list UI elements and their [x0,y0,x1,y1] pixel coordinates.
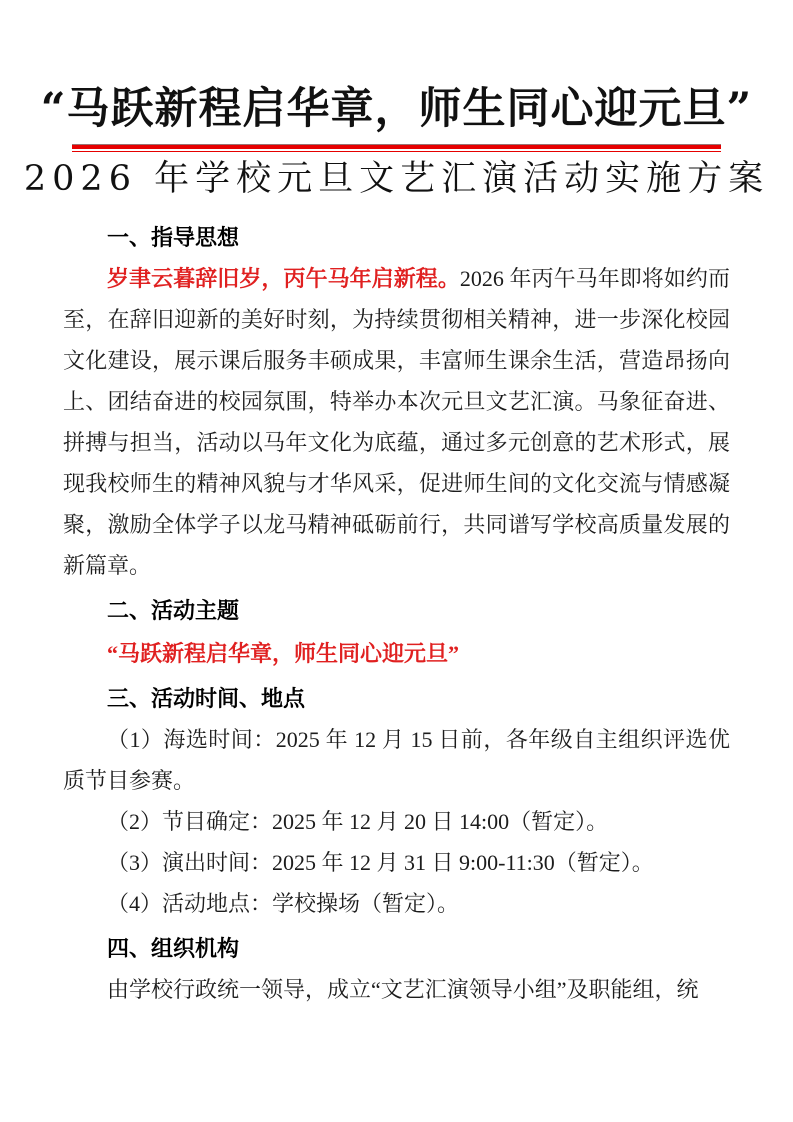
section-1-body-text: 2026 年丙午马年即将如约而至，在辞旧迎新的美好时刻，为持续贯彻相关精神，进一步深化校园文化建设，展示课后服务丰硕成果，丰富师生课余生活，营造昂扬向上、团结奋进的校园氛围，特举办本次元旦文艺汇演。马象征奋进、拼搏与担当，活动以马年文化为底蕴，通过多元创意的艺术形式，展现我校师生的精神风貌与才华风采，促进师生间的文化交流与情感凝聚，激励全体学子以龙马精神砥砺前行，共同谱写学校高质量发展的新篇章。 [63,265,730,578]
main-title: 2026 年学校元旦文艺汇演活动实施方案 [23,159,770,200]
section-4-heading: 四、组织机构 [107,935,240,961]
red-rule-thick [72,145,721,149]
red-rule-thin [72,151,721,152]
lead-sentence-red: 岁聿云暮辞旧岁，丙午马年启新程。 [107,265,460,291]
schedule-item-1: （1）海选时间：2025 年 12 月 15 日前，各年级自主组织评选优质节目参赛。 [63,726,730,793]
section-4-paragraph: 由学校行政统一领导，成立“文艺汇演领导小组”及职能组，统 [107,976,699,1002]
schedule-item-4: （4）活动地点：学校操场（暂定）。 [107,890,460,916]
activity-theme-red: “马跃新程启华章，师生同心迎元旦” [107,640,460,666]
schedule-item-2: （2）节目确定：2025 年 12 月 20 日 14:00（暂定）。 [107,808,609,834]
red-double-rule [72,145,721,152]
section-1-paragraph [63,258,730,586]
section-1-heading: 一、指导思想 [107,224,240,250]
section-2-heading: 二、活动主题 [107,597,240,623]
section-3-heading: 三、活动时间、地点 [107,685,306,711]
schedule-item-3: （3）演出时间：2025 年 12 月 31 日 9:00-11:30（暂定）。 [107,849,654,875]
banner-title: “马跃新程启华章，师生同心迎元旦” [40,84,753,134]
document-body [63,217,730,1010]
